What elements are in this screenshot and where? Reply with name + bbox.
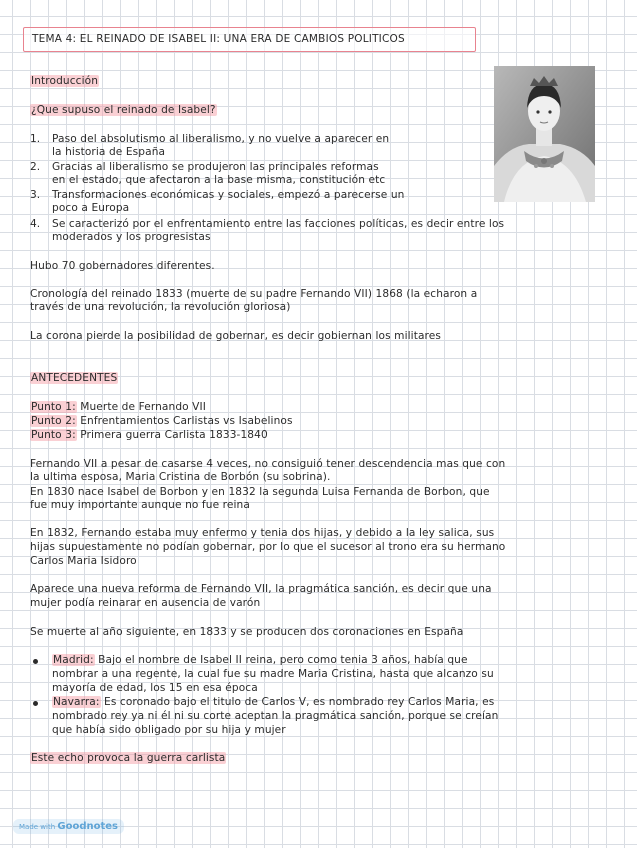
bullet-dot: [33, 701, 38, 706]
closing-line: [30, 752, 226, 766]
bullet-line: nombrado rey ya ni él ni su corte aceptan la pragmática sanción, porque se creían: [52, 710, 499, 722]
paragraph-cronologia-line: Cronología del reinado 1833 (muerte de su padre Fernando VII) 1868 (la echaron a: [30, 288, 478, 300]
bullet-line: que había sido obligado por su hija y mujer: [52, 724, 286, 736]
watermark-brand: Goodnotes: [57, 821, 119, 832]
list-item-line: Se caracterizó por el enfrentamiento entre las facciones políticas, es decir entre los: [52, 218, 505, 230]
bullet-line: [52, 696, 494, 710]
question-text: ¿Que supuso el reinado de Isabel?: [31, 104, 216, 116]
punto-label: Punto 2:: [31, 415, 76, 427]
title-box: [23, 27, 476, 52]
paragraph-fernando-line: Fernando VII a pesar de casarse 4 veces, no consiguió tener descendencia mas que con: [30, 458, 506, 470]
intro-heading-text: Introducción: [31, 75, 99, 87]
portrait-image: [494, 66, 595, 202]
watermark-prefix: Made with: [19, 823, 56, 831]
paragraph-ley-salica-line: En 1832, Fernando estaba muy enfermo y tenia dos hijas, y debido a la ley salica, sus: [30, 527, 495, 539]
antecedentes-heading-text: ANTECEDENTES: [31, 372, 118, 384]
punto-text: Enfrentamientos Carlistas vs Isabelinos: [76, 415, 293, 427]
bullet-dot: [33, 659, 38, 664]
paragraph-cronologia-line: través de una revolución, la revolución gloriosa): [30, 301, 291, 313]
antecedentes-heading: [30, 372, 118, 386]
paragraph-gobernadores: Hubo 70 gobernadores diferentes.: [30, 260, 215, 272]
bullet-line: nombrar a una regente, la cual fue su madre Maria Cristina, hasta que alcanzo su: [52, 668, 494, 680]
closing-text: Este echo provoca la guerra carlista: [31, 752, 226, 764]
bullet-label: Madrid:: [53, 654, 94, 666]
list-item-line: la historia de España: [52, 146, 166, 158]
paragraph-coronaciones: Se muerte al año siguiente, en 1833 y se producen dos coronaciones en España: [30, 626, 464, 638]
list-item-line: en el estado, que afectaron a la base misma, constitución etc: [52, 174, 386, 186]
paragraph-fernando-line: fue muy importante aunque no fue reina: [30, 499, 250, 511]
goodnotes-watermark: [13, 819, 124, 834]
bullet-text: Es coronado bajo el titulo de Carlos V, es nombrado rey Carlos Maria, es: [100, 696, 495, 708]
punto-label: Punto 1:: [31, 401, 76, 413]
list-item-line: moderados y los progresistas: [52, 231, 211, 243]
punto-item: [30, 401, 206, 415]
punto-item: [30, 415, 293, 429]
list-item-line: Gracias al liberalismo se produjeron las principales reformas: [52, 161, 379, 173]
paragraph-fernando-line: la ultima esposa, Maria Cristina de Borbón (su sobrina).: [30, 471, 331, 483]
bullet-line: mayoría de edad, los 15 en esa época: [52, 682, 258, 694]
punto-text: Primera guerra Carlista 1833-1840: [76, 429, 268, 441]
punto-text: Muerte de Fernando VII: [76, 401, 206, 413]
paragraph-ley-salica-line: Carlos Maria Isidoro: [30, 555, 137, 567]
list-item-line: Paso del absolutismo al liberalismo, y no vuelve a aparecer en: [52, 133, 390, 145]
punto-label: Punto 3:: [31, 429, 76, 441]
list-number: 1.: [30, 133, 41, 145]
list-item-line: poco a Europa: [52, 202, 130, 214]
paragraph-fernando-line: En 1830 nace Isabel de Borbon y en 1832 la segunda Luisa Fernanda de Borbon, que: [30, 486, 490, 498]
bullet-label: Navarra:: [53, 696, 100, 708]
list-number: 4.: [30, 218, 41, 230]
paragraph-ley-salica-line: hijas supuestamente no podían gobernar, por lo que el sucesor al trono era su hermano: [30, 541, 506, 553]
punto-item: [30, 429, 268, 443]
paragraph-corona: La corona pierde la posibilidad de gobernar, es decir gobiernan los militares: [30, 330, 442, 342]
paragraph-pragmatica-line: mujer podía reinarar en ausencia de varón: [30, 597, 261, 609]
bullet-line: [52, 654, 468, 668]
list-number: 3.: [30, 189, 41, 201]
intro-heading: [30, 75, 99, 89]
portrait-illustration: [494, 66, 595, 202]
list-number: 2.: [30, 161, 41, 173]
bullet-text: Bajo el nombre de Isabel II reina, pero como tenia 3 años, había que: [94, 654, 468, 666]
page-title: TEMA 4: EL REINADO DE ISABEL II: UNA ERA DE CAMBIOS POLITICOS: [32, 33, 405, 45]
paragraph-pragmatica-line: Aparece una nueva reforma de Fernando VII, la pragmática sanción, es decir que una: [30, 583, 492, 595]
question-heading: [30, 104, 217, 118]
list-item-line: Transformaciones económicas y sociales, empezó a parecerse un: [52, 189, 405, 201]
